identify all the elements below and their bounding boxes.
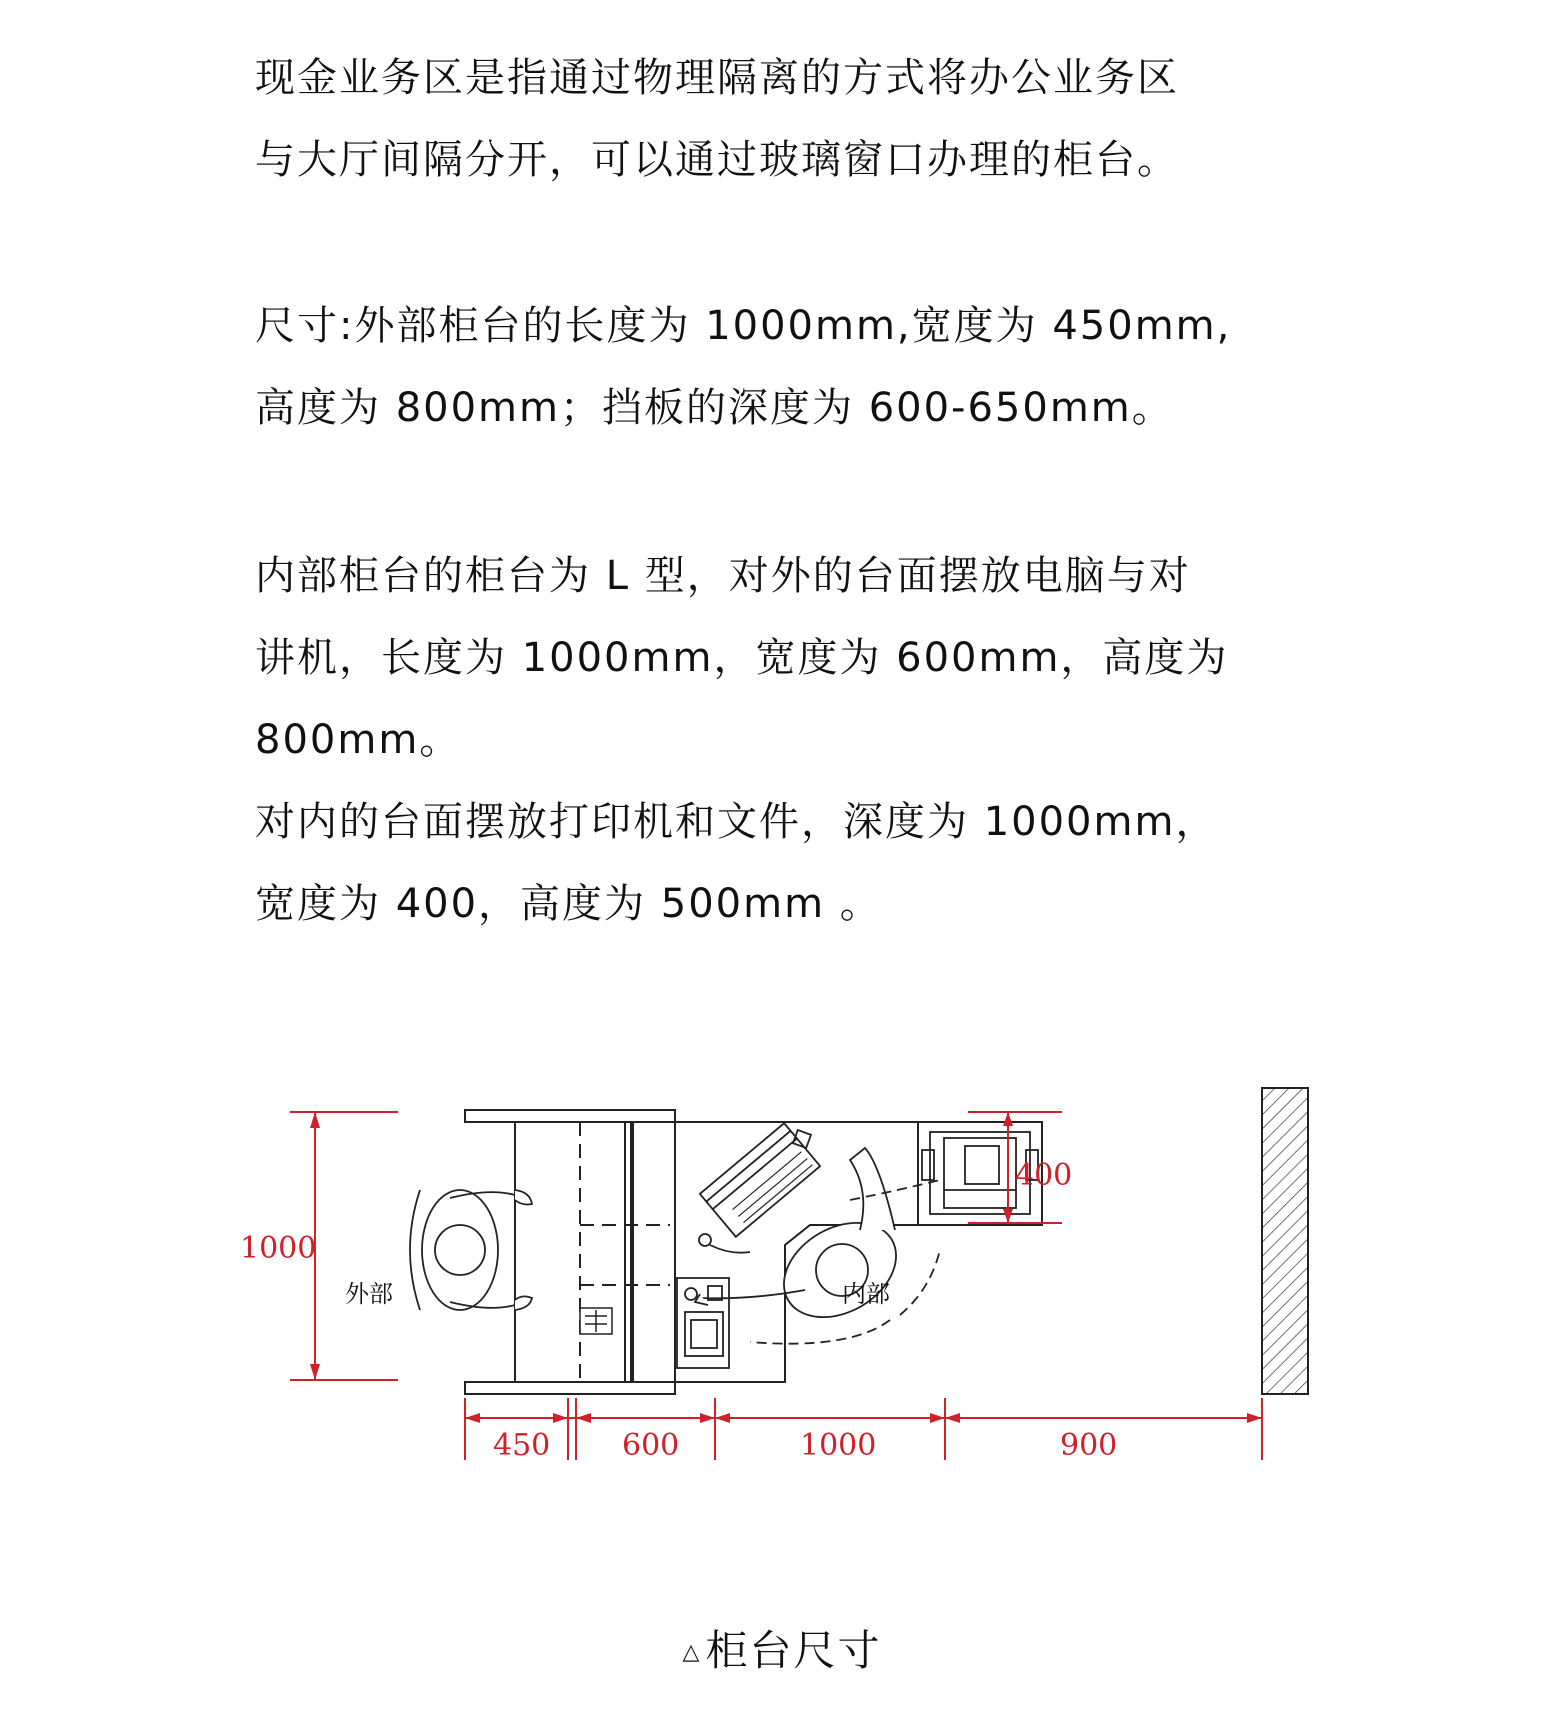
paragraph-dimensions: [255, 285, 1405, 449]
caption-text: 柜台尺寸: [705, 1626, 882, 1675]
dim-400: 400: [1015, 1158, 1073, 1193]
dim-450: 450: [493, 1428, 551, 1463]
counter-floor-plan: [240, 1080, 1350, 1520]
intercom-icon: [580, 1308, 612, 1334]
outside-person-icon: [410, 1190, 532, 1310]
label-inside: 内部: [842, 1280, 890, 1308]
paragraph-line: 对内的台面摆放打印机和文件，深度为 1000mm，: [255, 799, 1218, 845]
paragraph-line: 尺寸:外部柜台的长度为 1000mm,宽度为 450mm,: [255, 303, 1232, 349]
paragraph-line: 宽度为 400，高度为 500mm 。: [255, 881, 882, 927]
paragraph-line: 800mm。: [255, 717, 462, 763]
dim-900: 900: [1060, 1428, 1118, 1463]
paragraph-intro: [255, 37, 1405, 201]
paragraph-line: 讲机，长度为 1000mm，宽度为 600mm，高度为: [255, 635, 1229, 681]
paragraph-inner-counter: [255, 535, 1405, 945]
figure-caption: [0, 1618, 1564, 1678]
dim-600: 600: [622, 1428, 680, 1463]
wall: [1262, 1088, 1308, 1394]
paragraph-line: 与大厅间隔分开，可以通过玻璃窗口办理的柜台。: [255, 137, 1179, 183]
dim-1000-horizontal: 1000: [800, 1428, 877, 1463]
dim-1000-vertical: 1000: [240, 1231, 317, 1266]
counter-top-bar: [465, 1110, 675, 1122]
paragraph-line: 现金业务区是指通过物理隔离的方式将办公业务区: [255, 55, 1179, 101]
paragraph-line: 高度为 800mm；挡板的深度为 600-650mm。: [255, 385, 1174, 431]
triangle-icon: △: [682, 1640, 702, 1665]
printer-icon: [677, 1278, 729, 1368]
paragraph-line: 内部柜台的柜台为 L 型，对外的台面摆放电脑与对: [255, 553, 1191, 599]
keyboard-icon: [699, 1123, 820, 1252]
counter-bottom-bar: [465, 1382, 675, 1394]
label-outside: 外部: [345, 1280, 393, 1308]
